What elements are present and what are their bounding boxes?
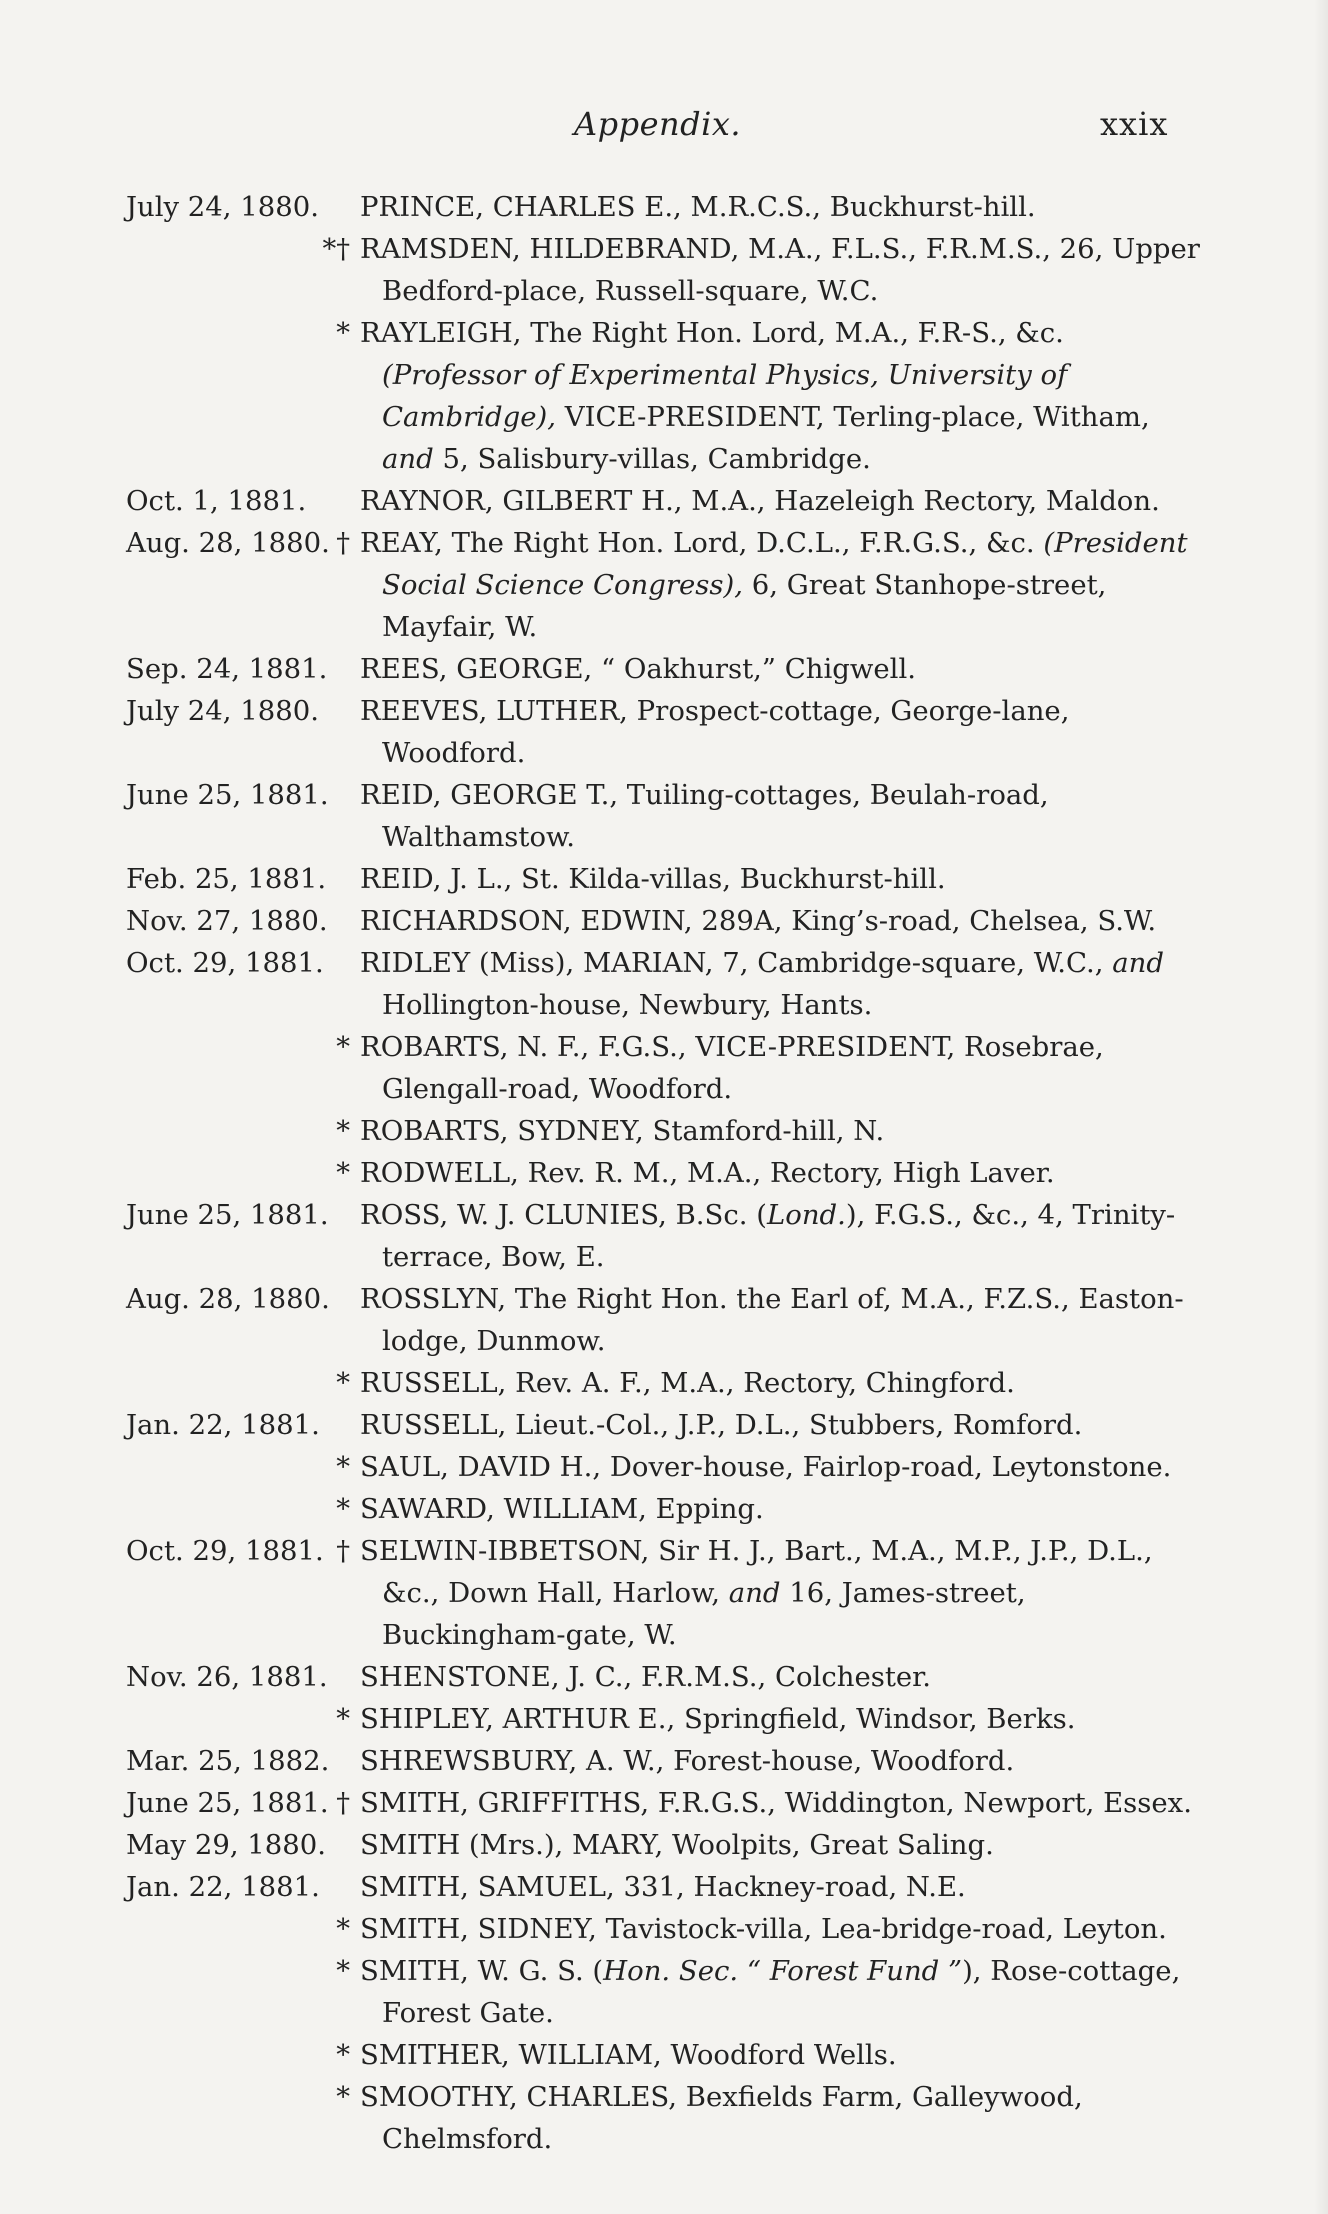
member-name: SMITH, SIDNEY, [360,1913,597,1945]
member-entry-text [360,1950,1200,2034]
member-mark: † [336,527,350,559]
member-mark: * [336,1367,350,1399]
member-name: SMITH, SAMUEL, [360,1871,615,1903]
election-date: Aug. 28, 1880. [126,527,330,559]
entry-detail: Prospect-cottage, George-lane, Woodford. [382,695,1070,769]
italic-text: (President Social Science Congress), [382,527,1188,601]
entry-detail: A. W., Forest-house, Woodford. [577,1745,1015,1777]
entry-detail: The Right Hon. Lord, M.A., F.R-S., &c. [521,317,1064,349]
list-item [0,1194,1328,1278]
italic-text: and [728,1577,781,1609]
entry-detail: Sir H. J., Bart., M.A., M.P., J.P., D.L., &c., Down Hall, Harlow, [382,1535,1153,1609]
list-item [0,1026,1328,1110]
member-name: VICE-PRESIDENT, [695,1031,956,1063]
member-name: SHENSTONE, [360,1661,560,1693]
member-name: RUSSELL, [360,1409,507,1441]
list-item [0,1278,1328,1362]
running-title: Appendix. [574,105,742,143]
italic-text: Lond. [767,1199,846,1231]
entry-detail: M.A., Hazeleigh Rectory, Maldon. [682,485,1160,517]
member-name: RAYNOR, GILBERT H., [360,485,683,517]
entry-detail: Tavistock-villa, Lea-bridge-road, Leyton. [596,1913,1167,1945]
entry-detail: ), F.G.S., &c., 4, Trinity-terrace, Bow, E. [382,1199,1176,1273]
list-item [0,648,1328,690]
entry-detail: E., Springfield, Windsor, Berks. [628,1703,1076,1735]
election-date: June 25, 1881. [126,779,329,811]
member-entry-text [360,1488,1200,1530]
election-date: Oct. 29, 1881. [126,947,324,979]
member-entry-text [360,690,1200,774]
member-name: SELWIN-IBBETSON, [360,1535,650,1567]
list-item [0,522,1328,648]
member-mark: * [336,1913,350,1945]
member-entry-text [360,1362,1200,1404]
italic-text: Hon. Sec. “ Forest Fund ” [603,1955,963,1987]
member-entry-text [360,1404,1200,1446]
member-entry-text [360,1026,1200,1110]
entry-detail: 289A, King’s-road, Chelsea, S.W. [692,905,1157,937]
list-item [0,1362,1328,1404]
member-mark: * [336,1451,350,1483]
member-name: SMOOTHY, CHARLES, [360,2081,678,2113]
entry-detail: Rev. R. M., M.A., Rectory, High Laver. [518,1157,1055,1189]
member-mark: *† [322,233,350,265]
list-item [0,1698,1328,1740]
entry-detail: Rosebrae, Glengall-road, Woodford. [382,1031,1104,1105]
election-date: Sep. 24, 1881. [126,653,328,685]
member-mark: * [336,317,350,349]
member-name: REID, GEORGE T., [360,779,619,811]
entry-detail: (Miss), [470,947,583,979]
member-mark: * [336,1703,350,1735]
member-entry-text [360,1152,1200,1194]
member-entry-text [360,1446,1200,1488]
italic-text: (Professor of Experimental Physics, University of Cambridge), [382,359,1068,433]
entry-detail: 7, Cambridge-square, W.C., [713,947,1113,979]
entry-detail: M.A., F.L.S., F.R.M.S., 26, Upper Bedford-place, Russell-square, W.C. [382,233,1200,307]
member-entry-text [360,1866,1200,1908]
member-entry-text [360,1278,1200,1362]
page-edge-shadow [1314,0,1328,2214]
list-item [0,1740,1328,1782]
entry-detail: N. F., F.G.S., [508,1031,696,1063]
member-name: PRINCE, CHARLES E., [360,191,682,223]
member-mark: † [336,1535,350,1567]
member-name: MARIAN, [582,947,714,979]
member-entry-text [360,858,1200,900]
member-name: REES, GEORGE, [360,653,593,685]
election-date: Oct. 29, 1881. [126,1535,324,1567]
election-date: Nov. 26, 1881. [126,1661,328,1693]
member-name: RICHARDSON, EDWIN, [360,905,693,937]
list-item [0,1824,1328,1866]
entry-detail: Bexfields Farm, Galleywood, Chelmsford. [382,2081,1083,2155]
member-entry-text [360,1110,1200,1152]
page-number: xxix [1100,105,1169,143]
entry-detail: B.Sc. ( [666,1199,768,1231]
member-entry-text [360,942,1200,1026]
member-name: RODWELL, [360,1157,519,1189]
entry-detail: Hollington-house, Newbury, Hants. [382,989,873,1021]
member-mark: * [336,1115,350,1147]
list-item [0,858,1328,900]
entry-detail: Stamford-hill, N. [643,1115,885,1147]
list-item [0,1656,1328,1698]
entry-detail: “ Oakhurst,” Chigwell. [592,653,916,685]
election-date: Feb. 25, 1881. [126,863,327,895]
page-header [0,105,1328,155]
entry-detail: 6, Great Stanhope-street, Mayfair, W. [382,569,1107,643]
member-name: VICE-PRESIDENT, [564,401,825,433]
member-entry-text [360,1698,1200,1740]
member-name: RIDLEY [360,947,471,979]
member-name: ROSS, [360,1199,449,1231]
member-mark: * [336,1955,350,1987]
list-item [0,1110,1328,1152]
list-item [0,1908,1328,1950]
member-name: MARY, [572,1829,664,1861]
entry-detail: 16, James-street, Buckingham-gate, W. [382,1577,1026,1651]
entry-detail: (Mrs.), [460,1829,573,1861]
member-name: CLUNIES, [524,1199,667,1231]
election-date: Jan. 22, 1881. [126,1871,320,1903]
entry-detail: Woolpits, Great Saling. [663,1829,994,1861]
list-item [0,1488,1328,1530]
list-item [0,1782,1328,1824]
member-name: SHIPLEY, ARTHUR [360,1703,629,1735]
election-date: July 24, 1880. [126,695,320,727]
member-entry-text [360,312,1200,480]
member-entry-text [360,1908,1200,1950]
election-date: Jan. 22, 1881. [126,1409,320,1441]
member-entry-text [360,1194,1200,1278]
italic-text: and [1112,947,1164,979]
election-date: Oct. 1, 1881. [126,485,307,517]
member-entry-text [360,186,1200,228]
italic-text: and [382,443,434,475]
member-name: REAY, [360,527,443,559]
election-date: June 25, 1881. [126,1199,329,1231]
member-name: ROBARTS, SYDNEY, [360,1115,644,1147]
entry-detail: The Right Hon. the Earl of, M.A., F.Z.S., Easton-lodge, Dunmow. [382,1283,1184,1357]
list-item [0,480,1328,522]
entry-detail: St. Kilda-villas, Buckhurst-hill. [512,863,946,895]
member-entry-text [360,1530,1200,1656]
member-name: SHREWSBURY, [360,1745,578,1777]
entry-detail: F.R.G.S., Widdington, Newport, Essex. [649,1787,1192,1819]
member-name: SMITHER, WILLIAM, [360,2039,662,2071]
list-item [0,1866,1328,1908]
list-item [0,2034,1328,2076]
list-item [0,1530,1328,1656]
member-entry-text [360,2034,1200,2076]
member-name: SAUL, DAVID [360,1451,551,1483]
list-item [0,1446,1328,1488]
member-mark: † [336,1787,350,1819]
member-entry-text [360,1656,1200,1698]
election-date: June 25, 1881. [126,1787,329,1819]
member-name: RAYLEIGH, [360,317,522,349]
entry-detail: Tuiling-cottages, Beulah-road, Walthamstow. [382,779,1049,853]
list-item [0,690,1328,774]
entry-detail: 331, Hackney-road, N.E. [614,1871,966,1903]
member-mark: * [336,1493,350,1525]
member-name: REEVES, LUTHER, [360,695,628,727]
list-item [0,2076,1328,2160]
election-date: July 24, 1880. [126,191,320,223]
entry-detail: Epping. [646,1493,764,1525]
list-item [0,774,1328,858]
member-name: SMITH, GRIFFITHS, [360,1787,650,1819]
member-name: ROBARTS, [360,1031,509,1063]
entry-detail: ), Rose-cottage, Forest Gate. [382,1955,1181,2029]
member-name: RUSSELL, [360,1367,507,1399]
member-mark: * [336,1157,350,1189]
entry-detail [556,401,565,433]
member-name: ROSSLYN, [360,1283,507,1315]
entry-detail: M.R.C.S., Buckhurst-hill. [681,191,1036,223]
member-name: SAWARD, WILLIAM, [360,1493,647,1525]
member-mark: * [336,1031,350,1063]
entry-detail: Terling-place, Witham, [824,401,1150,433]
member-entry-text [360,480,1200,522]
entry-detail: H., Dover-house, Fairlop-road, Leytonstone. [550,1451,1172,1483]
member-mark: * [336,2039,350,2071]
entry-detail: W. J. [448,1199,525,1231]
list-item [0,900,1328,942]
list-item [0,1950,1328,2034]
entry-detail: The Right Hon. Lord, D.C.L., F.R.G.S., &c. [442,527,1044,559]
member-name: RAMSDEN, HILDEBRAND, [360,233,740,265]
entry-detail: Lieut.-Col., J.P., D.L., Stubbers, Romford. [506,1409,1083,1441]
list-item [0,228,1328,312]
member-entry-text [360,1824,1200,1866]
list-item [0,312,1328,480]
member-entry-text [360,2076,1200,2160]
entry-detail: Rev. A. F., M.A., Rectory, Chingford. [506,1367,1015,1399]
election-date: May 29, 1880. [126,1829,327,1861]
member-entry-text [360,522,1200,648]
list-item [0,186,1328,228]
member-entry-text [360,900,1200,942]
member-entry-text [360,774,1200,858]
member-name: SMITH, [360,1955,469,1987]
member-entry-text [360,648,1200,690]
list-item [0,1404,1328,1446]
member-list [0,186,1328,2160]
entry-detail: J. C., F.R.M.S., Colchester. [559,1661,932,1693]
member-entry-text [360,228,1200,312]
entry-detail: 5, Salisbury-villas, Cambridge. [433,443,871,475]
entry-detail: W. G. S. ( [468,1955,604,1987]
member-entry-text [360,1782,1200,1824]
election-date: Aug. 28, 1880. [126,1283,330,1315]
member-name: SMITH [360,1829,461,1861]
entry-detail: Woodford Wells. [661,2039,897,2071]
member-entry-text [360,1740,1200,1782]
member-name: REID, J. L., [360,863,513,895]
list-item [0,942,1328,1026]
member-mark: * [336,2081,350,2113]
election-date: Mar. 25, 1882. [126,1745,330,1777]
list-item [0,1152,1328,1194]
election-date: Nov. 27, 1880. [126,905,328,937]
